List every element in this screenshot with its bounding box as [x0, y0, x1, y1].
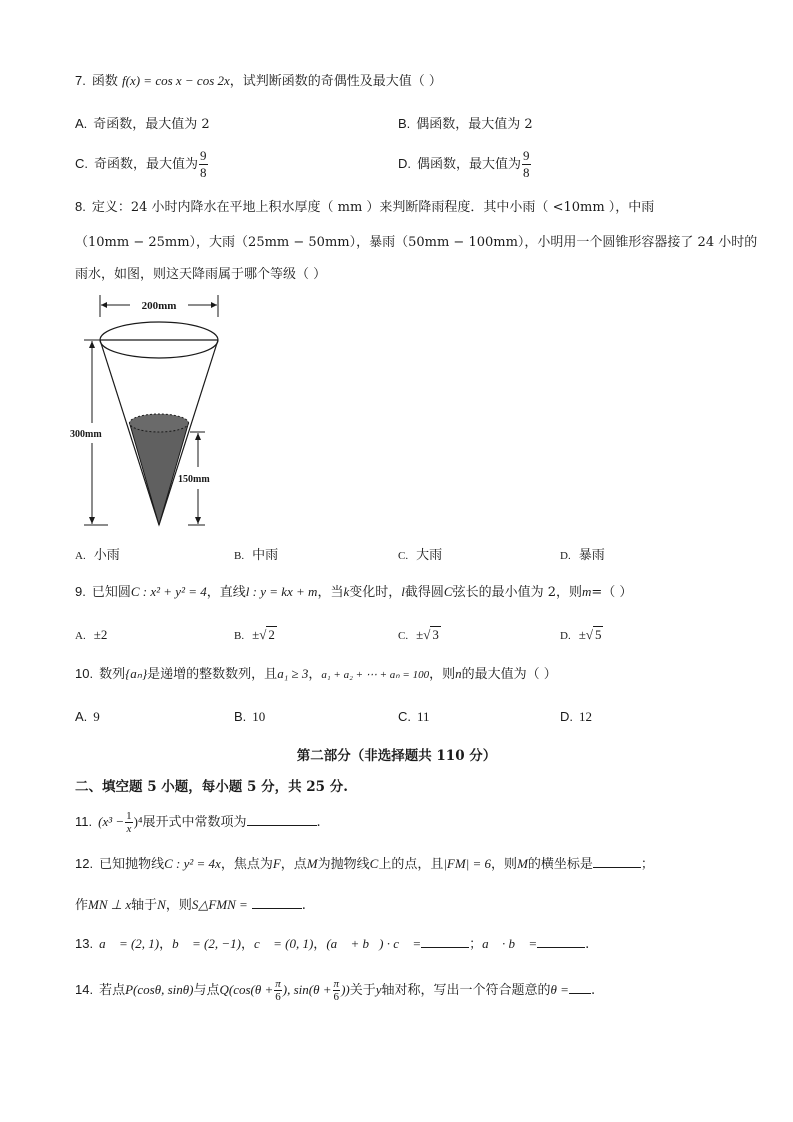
answer-blank[interactable]: [537, 935, 585, 948]
formula: a₁ ≥ 3: [277, 666, 309, 681]
fraction: $\frac{9}{8}$: [523, 148, 530, 180]
question-number: 12.: [75, 856, 94, 871]
left-label: 300mm: [70, 429, 102, 440]
right-label: 150mm: [178, 474, 210, 485]
formula: {aₙ}: [125, 666, 148, 681]
section-heading: 二、填空题 5 小题，每小题 5 分，共 25 分.: [75, 779, 348, 795]
question-number: 13.: [75, 936, 94, 951]
fraction: $\frac{9}{8}$: [200, 148, 207, 180]
option-d[interactable]: D. 12: [560, 709, 592, 724]
option-d[interactable]: D. ±√ 5: [560, 627, 602, 642]
question-13-stem: 13. a⃗ = (2, 1)，b⃗ = (2, −1)，c⃗ = (0, 1)，(a⃗ + b⃗) · c⃗ = ；a⃗ · b⃗ = .: [75, 936, 590, 952]
option-d[interactable]: D. 暴雨: [560, 548, 605, 563]
option-a[interactable]: A. 奇函数，最大值为 2: [75, 116, 210, 132]
option-c[interactable]: C. 11: [398, 709, 430, 724]
question-number: 7.: [75, 73, 86, 88]
option-a[interactable]: A. 小雨: [75, 548, 120, 563]
answer-blank[interactable]: [421, 935, 469, 948]
option-b[interactable]: B. 偶函数，最大值为 2: [398, 116, 533, 132]
question-8-line3: 雨水，如图，则这天降雨属于哪个等级（ ）: [75, 267, 327, 282]
formula: θ =: [550, 982, 569, 997]
part-heading: 第二部分（非选择题共 110 分）: [296, 748, 497, 764]
question-number: 11.: [75, 814, 93, 829]
top-label: 200mm: [141, 300, 177, 312]
formula: a⃗ = (2, 1): [99, 936, 160, 951]
option-d[interactable]: D. 偶函数，最大值为 $\frac{9}{8}$: [398, 148, 530, 180]
formula: f(x) = cos x − cos 2x: [122, 73, 230, 88]
question-text: 函数: [91, 74, 118, 89]
formula: c⃗ = (0, 1): [253, 936, 314, 951]
question-number: 8.: [75, 199, 86, 214]
question-8-line2: （10mm − 25mm），大雨（25mm − 50mm），暴雨（50mm − 100mm），小明用一个圆锥形容器接了 24 小时的: [75, 235, 758, 250]
question-7-stem: [75, 72, 442, 91]
answer-blank[interactable]: [252, 896, 302, 909]
option-b[interactable]: B. 中雨: [234, 548, 279, 563]
question-14-stem: 14. 若点P(cosθ, sinθ)与点Q(cos(θ + $\frac{\pi}{6}$ ), sin(θ + $\frac{\pi}{6}$ ))关于y轴对称，写出一个符合题意的θ = .: [75, 978, 596, 1003]
formula: |FM| = 6: [443, 856, 492, 871]
answer-blank[interactable]: [247, 813, 317, 826]
formula: C : x² + y² = 4: [130, 584, 207, 599]
formula: S△FMN =: [191, 897, 248, 912]
question-text: ，试判断函数的奇偶性及最大值（ ）: [229, 74, 442, 89]
option-b[interactable]: B. 10: [234, 709, 266, 724]
question-10-stem: 10. 数列{aₙ}是递增的整数数列，且a₁ ≥ 3，a₁ + a₂ + ⋯ + aₙ = 100，则n的最大值为（ ）: [75, 666, 557, 682]
option-a[interactable]: A. ±2: [75, 627, 108, 642]
option-c[interactable]: C. 奇函数，最大值为 $\frac{9}{8}$: [75, 148, 207, 180]
question-number: 9.: [75, 584, 86, 599]
question-12-stem: 12. 已知抛物线C : y² = 4x，焦点为F，点M为抛物线C上的点，且|FM| = 6，则M的横坐标是 ；: [75, 856, 654, 872]
fraction: $\frac{\pi}{6}$: [333, 978, 340, 1003]
fraction: $\frac{1}{x}$: [126, 810, 132, 835]
option-b[interactable]: B. ±√ 2: [234, 627, 275, 642]
question-9-stem: 9. 已知圆C : x² + y² = 4，直线l : y = kx + m，当k变化时，l截得圆C弦长的最小值为 2，则m=（ ）: [75, 584, 633, 600]
formula: a₁ + a₂ + ⋯ + aₙ = 100: [321, 669, 430, 681]
formula: b⃗ = (2, −1): [172, 936, 241, 951]
fraction: $\frac{\pi}{6}$: [275, 978, 281, 1003]
formula: a⃗ · b⃗ =: [482, 936, 538, 951]
option-c[interactable]: C. 大雨: [398, 548, 443, 563]
question-number: 10.: [75, 666, 94, 681]
question-number: 14.: [75, 982, 94, 997]
question-12-line2: 作MN ⊥ x轴于N，则S△FMN = .: [75, 897, 306, 913]
formula: P(cosθ, sinθ): [125, 982, 194, 997]
question-text: 定义：24 小时内降水在平地上积水厚度（ mm ）来判断降雨程度．其中小雨（ <10mm ），中雨: [91, 200, 655, 215]
formula: MN ⊥ x: [88, 897, 132, 912]
formula: l : y = kx + m: [245, 584, 318, 599]
cone-figure: [70, 295, 230, 535]
formula: (a⃗ + b⃗) · c⃗ =: [326, 936, 422, 951]
option-c[interactable]: C. ±√ 3: [398, 627, 439, 642]
option-a[interactable]: A. 9: [75, 709, 100, 724]
formula: C : y² = 4x: [164, 856, 221, 871]
answer-blank[interactable]: [569, 981, 591, 994]
question-11-stem: 11. (x³ − $\frac{1}{x}$ )⁴展开式中常数项为 .: [75, 810, 321, 835]
answer-blank[interactable]: [593, 855, 641, 868]
question-8-stem: [75, 198, 654, 217]
